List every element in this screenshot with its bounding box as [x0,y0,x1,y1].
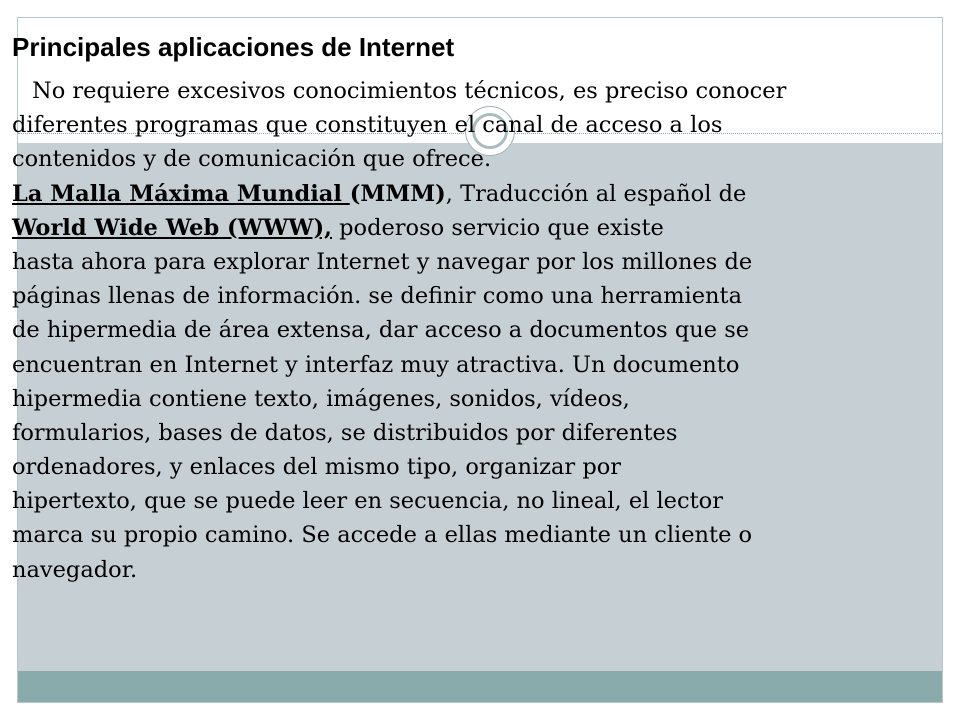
body-line: diferentes programas que constituyen el canal de acceso a los [12,112,723,139]
body-line: formularios, bases de datos, se distribuidos por diferentes [12,419,678,446]
body-line: hipertexto, que se puede leer en secuencia, no lineal, el lector [12,488,723,515]
body-line: hasta ahora para explorar Internet y navegar por los millones de [12,248,753,275]
mmm-acronym: (MMM) [349,180,446,207]
www-description: poderoso servicio que existe [331,214,664,241]
body-line: páginas llenas de información. se definir como una herramienta [12,283,742,310]
slide-body [12,74,947,587]
footer-band [18,671,942,702]
mmm-link[interactable]: La Malla Máxima Mundial [12,180,350,207]
slide-title: Principales aplicaciones de Internet [12,32,455,62]
body-line-www [12,211,947,245]
body-line: ordenadores, y enlaces del mismo tipo, organizar por [12,454,622,481]
body-line: No requiere excesivos conocimientos técnicos, es preciso conocer [32,78,787,104]
www-link[interactable]: World Wide Web (WWW), [12,214,332,241]
body-line: contenidos y de comunicación que ofrece. [12,146,492,173]
body-line: hipermedia contiene texto, imágenes, sonidos, vídeos, [12,385,630,412]
body-line: marca su propio camino. Se accede a ellas mediante un cliente o [12,522,753,549]
mmm-translation-text: , Traducción al español de [445,180,747,207]
body-line: encuentran en Internet y interfaz muy atractiva. Un documento [12,351,740,378]
body-line: de hipermedia de área extensa, dar acceso a documentos que se [12,317,750,344]
body-line-mmm [12,177,947,211]
body-line: navegador. [12,556,138,583]
